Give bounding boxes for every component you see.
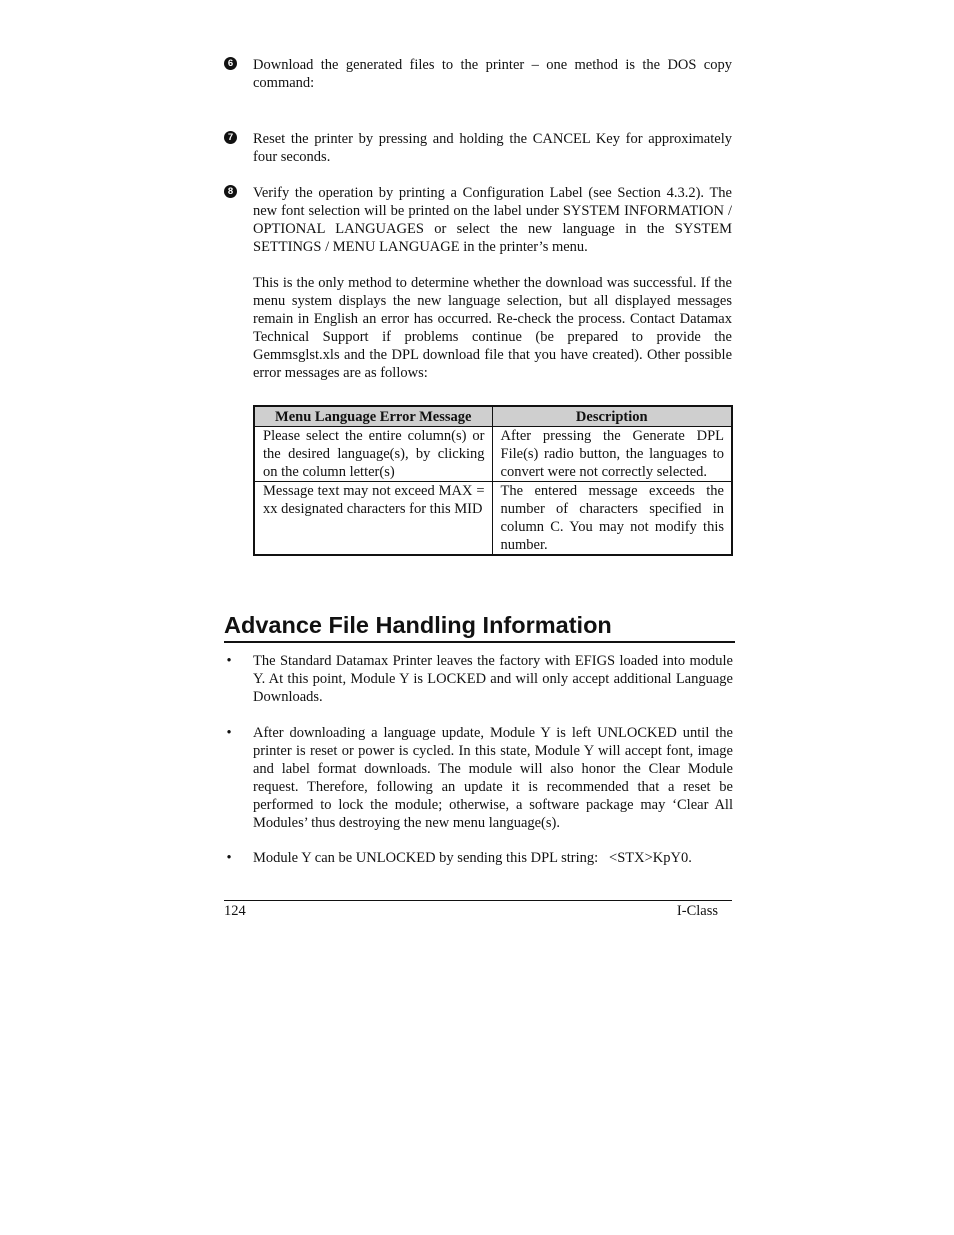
bullet-item (224, 724, 733, 832)
table-cell-description: After pressing the Generate DPL File(s) radio button, the languages to convert were not correctly selected. (492, 427, 732, 482)
bullet-item (224, 849, 733, 867)
bullet-icon: • (226, 850, 232, 866)
step-6 (224, 56, 732, 92)
step-7 (224, 130, 732, 166)
verify-paragraph: This is the only method to determine whether the download was successful. If the menu system displays the new language selection, but all displayed messages remain in English an error has occurred. Re-check the process. Contact Datamax Technical Support if problems continue (be prepared to provide the Gemmsglst.xls and the DPL download file that you have created). Other possible error messages are as follows: (253, 275, 732, 381)
table-header-row (254, 406, 732, 427)
table-cell-description: The entered message exceeds the number of characters specified in column C. You may not modify this number. (492, 482, 732, 556)
table-row (254, 482, 732, 556)
section-heading: Advance File Handling Information (224, 611, 735, 643)
step-number-6-icon: 6 (224, 57, 237, 70)
bullet-item (224, 652, 733, 706)
step-8 (224, 184, 732, 256)
error-message-table (253, 405, 733, 556)
column-header-description: Description (492, 406, 732, 427)
footer-divider (224, 900, 732, 901)
bullet-text: The Standard Datamax Printer leaves the factory with EFIGS loaded into module Y. At this point, Module Y is LOCKED and will only accept additional Language Downloads. (253, 653, 733, 705)
step-8-text: Verify the operation by printing a Configuration Label (see Section 4.3.2). The new font selection will be printed on the label under SYSTEM INFORMATION / OPTIONAL LANGUAGES or select the new language in the SYSTEM SETTINGS / MENU LANGUAGE in the printer’s menu. (253, 185, 732, 255)
bullet-icon: • (226, 725, 232, 741)
column-header-error-message: Menu Language Error Message (254, 406, 492, 427)
bullet-text: After downloading a language update, Module Y is left UNLOCKED until the printer is reset or power is cycled. In this state, Module Y will accept font, image and label format downloads. The module will also honor the Clear Module request. Therefore, following an update it is recommended that a reset be performed to lock the module; otherwise, a software package may ‘Clear All Modules’ thus destroying the new menu language(s). (253, 725, 733, 831)
table-cell-error-message: Message text may not exceed MAX = xx designated characters for this MID (254, 482, 492, 556)
table-row (254, 427, 732, 482)
footer-product-name: I-Class (676, 903, 718, 919)
step-number-8-icon: 8 (224, 185, 237, 198)
page-number: 124 (224, 903, 246, 919)
bullet-icon: • (226, 653, 232, 669)
table-cell-error-message: Please select the entire column(s) or the desired language(s), by clicking on the column letter(s) (254, 427, 492, 482)
step-6-text: Download the generated files to the printer – one method is the DOS copy command: (253, 57, 732, 91)
step-7-text: Reset the printer by pressing and holding the CANCEL Key for approximately four seconds. (253, 131, 732, 165)
bullet-text: Module Y can be UNLOCKED by sending this DPL string: <STX>KpY0. (253, 850, 692, 866)
step-number-7-icon: 7 (224, 131, 237, 144)
